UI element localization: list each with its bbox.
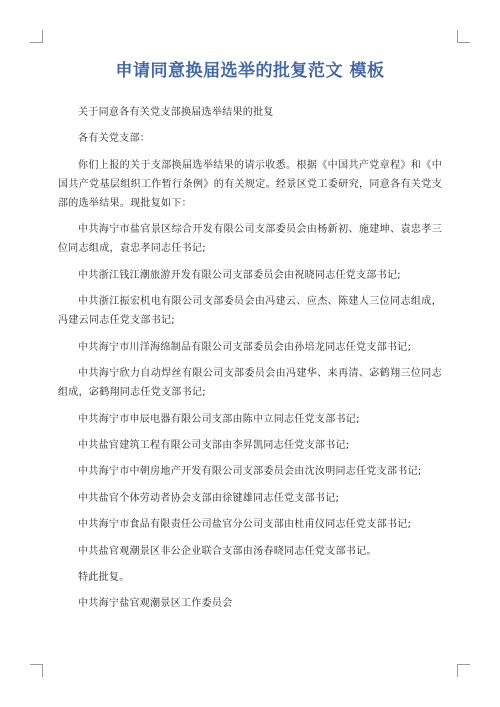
body-paragraph: 你们上报的关于支部换届选举结果的请示收悉。根据《中国共产党章程》和《中国共产党基层组织工作暂行条例》的有关规定。经景区党工委研究，同意各有关党支部的选举结果。现批复如下：: [58, 159, 442, 209]
approval-item: 中共浙江钱江潮旅游开发有限公司支部委员会由祝晓同志任党支部书记;: [78, 269, 401, 281]
approval-item: 中共海宁市食品有限责任公司盐官分公司支部由杜甫仪同志任党支部书记;: [78, 519, 412, 531]
signature-issuer: 中共海宁盐官观潮景区工作委员会: [78, 598, 233, 610]
approval-item: 中共海宁市盐官景区综合开发有限公司支部委员会由杨新初、施建坤、袁忠孝三位同志组成，袁忠孝同志任书记;: [58, 224, 442, 255]
approval-item: 中共浙江振宏机电有限公司支部委员会由冯建云、应杰、陈建人三位同志组成，冯建云同志任党支部书记;: [58, 296, 442, 327]
document-subject: 关于同意各有关党支部换届选举结果的批复: [78, 107, 274, 118]
page-corner-mark: [30, 30, 43, 43]
page-corner-mark: [457, 30, 470, 43]
approval-item: 中共盐官建筑工程有限公司支部由李昇凯同志任党支部书记;: [78, 439, 350, 451]
approval-item: 中共海宁市申辰电器有限公司支部由陈中立同志任党支部书记;: [78, 413, 360, 425]
approval-item: 中共海宁欣力自动焊丝有限公司支部委员会由冯建华、来再清、宓鹤翔三位同志组成，宓鹤翔同志任党支部书记;: [58, 368, 442, 399]
approval-item: 中共海宁市中朝房地产开发有限公司支部委员会由沈汝明同志任党支部书记;: [78, 466, 422, 478]
approval-item: 中共海宁市川洋海绵制品有限公司支部委员会由孙培龙同志任党支部书记;: [78, 341, 412, 353]
approval-item: 中共盐官个体劳动者协会支部由徐键雄同志任党支部书记;: [78, 492, 340, 504]
page-corner-mark: [30, 664, 43, 677]
salutation: 各有关党支部：: [78, 133, 151, 145]
approval-item: 中共盐官观潮景区非公企业联合支部由汤春晓同志任党支部书记。: [78, 545, 377, 557]
document-title: 申请同意换届选举的批复范文 模板: [115, 61, 385, 81]
closing-phrase: 特此批复。: [78, 571, 130, 583]
document-page: [58, 56, 442, 621]
page-corner-mark: [457, 664, 470, 677]
